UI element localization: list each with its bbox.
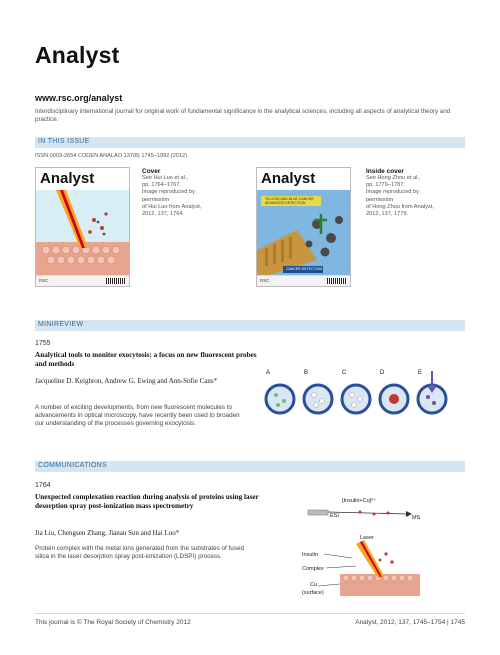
graphic-label-top: [Insulin+Cu]ⁿ⁺ — [342, 498, 377, 504]
cover-caption-line: Image reproduced by permission — [366, 189, 419, 203]
footer-copyright: This journal is © The Royal Society of Chemistry 2012 — [35, 619, 191, 626]
minireview-authors: Jacqueline D. Keighron, Andrew G. Ewing and Ann-Sofie Cans* — [35, 377, 218, 385]
communications-heading: COMMUNICATIONS — [38, 462, 108, 469]
communication-title[interactable]: Unexpected complexation reaction during analysis of proteins using laser desorption spray post-ionization mass spectrometry — [35, 493, 259, 510]
minireview-abstract: A number of exciting developments, from new fluorescent molecules to advancements in optical microscopy, have recently been used to broaden our understanding of the processes governing exocytosis. — [35, 404, 240, 427]
exocytosis-graphic — [262, 365, 462, 435]
cover-caption-line: 2012, 137, 1779. — [366, 211, 408, 218]
graphic-label-laser: Laser — [360, 535, 374, 541]
graphic-label-surface: (surface) — [302, 590, 324, 596]
cover-label: Cover — [142, 168, 161, 175]
graphic-label-e: E — [418, 370, 423, 376]
cover-footer-bar: RSC — [257, 275, 350, 286]
inside-cover-caption — [366, 168, 446, 218]
cover-illustration — [36, 190, 129, 276]
graphic-label-a: A — [266, 370, 271, 376]
cover-caption-line: of Hong Zhou from Analyst, — [366, 203, 434, 210]
inside-cover-footer-text: CANCER DETECTION — [286, 267, 322, 271]
cover-title: Analyst — [40, 170, 95, 187]
footer-citation: Analyst, 2012, 137, 1745–1754 | 1745 — [355, 619, 465, 626]
graphic-label-insulin: Insulin — [302, 552, 318, 558]
front-cover-image[interactable] — [35, 167, 130, 287]
graphic-label-cu: Cu — [310, 582, 318, 588]
cover-caption-line: See Hui Luo et al., — [142, 175, 189, 181]
ldspi-graphic — [300, 492, 430, 604]
in-this-issue-heading: IN THIS ISSUE — [38, 138, 90, 145]
issn-line: ISSN 0003-2654 CODEN ANALAO 137(8) 1745–1992 (2012) — [35, 153, 188, 159]
journal-url[interactable]: www.rsc.org/analyst — [35, 93, 123, 103]
graphic-label-d: D — [380, 370, 385, 376]
barcode-icon — [106, 278, 126, 284]
cover-caption — [142, 168, 222, 218]
inside-cover-banner: YELLOW AND BLUE CANCER ADVANCED DETECTION — [265, 197, 314, 205]
communication-page-number: 1764 — [35, 482, 51, 489]
graphic-label-complex: Complex — [302, 566, 324, 572]
communications-band — [35, 461, 465, 472]
cover-footer-bar: RSC — [36, 275, 129, 286]
cover-caption-line: Image reproduced by permission — [142, 189, 195, 203]
barcode-icon — [327, 278, 347, 284]
cover-caption-line: pp. 1764–1767. — [142, 182, 181, 189]
journal-tagline: Interdisciplinary international journal for original work of fundamental significance in the analytical sciences, including all aspects of analytical theory and practice. — [35, 108, 451, 123]
graphic-label-ms: MS — [412, 515, 421, 521]
cover-caption-line: See Hong Zhou et al., — [366, 175, 421, 181]
minireview-title[interactable]: Analytical tools to monitor exocytosis: a focus on new fluorescent probes and methods — [35, 351, 257, 368]
cover-label: Inside cover — [366, 168, 404, 175]
cover-title: Analyst — [261, 170, 316, 187]
inside-cover-image[interactable] — [256, 167, 351, 287]
minireview-band — [35, 320, 465, 331]
minireview-page-number: 1755 — [35, 340, 51, 347]
cover-caption-line: of Hui Luo from Analyst, — [142, 203, 202, 210]
journal-title: Analyst — [35, 42, 120, 68]
in-this-issue-band — [35, 137, 465, 148]
footer-rule — [35, 613, 465, 614]
cover-caption-line: 2012, 137, 1764. — [142, 211, 184, 218]
graphic-label-c: C — [342, 370, 347, 376]
graphic-label-esi: ESI — [330, 513, 339, 519]
graphic-label-b: B — [304, 370, 309, 376]
minireview-heading: MINIREVIEW — [38, 321, 84, 328]
communication-authors: Jia Liu, Chengsen Zhang, Jianan Sun and Hai Luo* — [35, 529, 180, 537]
communication-abstract: Protein complex with the metal ions generated from the substrates of fused silica in the laser desorption spray post-ionization (LDSPI) process. — [35, 545, 244, 560]
cover-caption-line: pp. 1779–1787. — [366, 182, 405, 189]
